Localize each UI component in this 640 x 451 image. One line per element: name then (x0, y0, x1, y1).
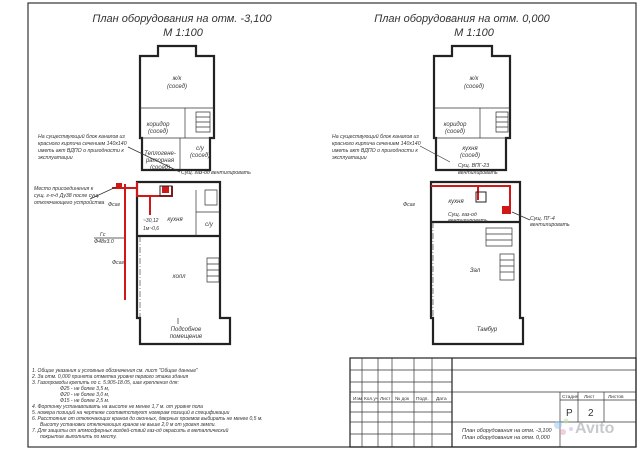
room-label: раторная (145, 158, 175, 164)
annotation-text: отключающего устройства (34, 200, 105, 206)
annotation-text: Сущ. ПГ-4 (530, 216, 555, 222)
stamp-header-cell: Подп. (416, 397, 429, 402)
stamp-header-cell: Изм (353, 397, 362, 402)
stamp-sheet-value: 2 (588, 408, 594, 419)
stairs (500, 254, 514, 280)
room-label: ж/к (172, 76, 182, 82)
stamp-header-cell: Кол.уч (364, 397, 379, 402)
stamp-header-cell: № док (395, 397, 410, 402)
note-line: 4. Фортонку устанавливать на высоте не менее 1,7 м. от уровня пола (32, 404, 203, 410)
stamp-sheet-label: Лист (584, 395, 595, 400)
dimension-label: 1м~0,6 (143, 226, 160, 232)
gas-meter (162, 186, 169, 193)
stair-box (205, 190, 217, 205)
stamp-stage-label: Стадия (562, 395, 579, 400)
annotation-text: Ф48х3.0 (94, 239, 114, 245)
watermark-text: Avito (575, 420, 615, 437)
annotation-text: сущ. г-п-д Ду38 после сущ. (34, 193, 100, 199)
annotation-text: Фсаг (403, 202, 416, 208)
room-label: Теплогене- (144, 151, 176, 157)
room-label: Зал (469, 268, 481, 274)
room-label: помещение (169, 334, 203, 340)
note-line: 2. За отм. 0,000 принята отметка уровня первого этажа здания (32, 374, 189, 380)
left-plan-scale: М 1:100 (163, 27, 203, 39)
annotation-text: иметь акт ВДПО о пригодности к (332, 148, 418, 154)
room-label: Тамбур (476, 327, 498, 333)
stamp-stage-value: Р (566, 408, 573, 419)
note-line: Ф15 - не более 2,5 м. (60, 398, 110, 404)
annotation-text: Сущ. газ-од (448, 212, 477, 218)
right-plan-title: План оборудования на отм. 0,000 (374, 13, 550, 25)
note-line: 6. Расстояние от отключающих кранов до оконных, дверных проемов выбирать не менее 0,5 м. (32, 416, 263, 422)
room-label: Подсобное (170, 327, 202, 333)
room-label: (сосед) (445, 129, 465, 135)
room-label: с/у (205, 222, 213, 228)
room-label: (сосед) (148, 129, 168, 135)
room-label: с/у (196, 146, 204, 152)
room-label: (сосед) (150, 165, 170, 171)
stairs (207, 258, 219, 282)
annotation-text: красного кирпича сечением 140х140 (332, 141, 421, 147)
room-label: кухня (448, 199, 464, 205)
avito-watermark (554, 419, 615, 438)
room-label: кухня (167, 217, 183, 223)
gas-meter (502, 206, 510, 214)
neighbour-stairs (496, 112, 508, 132)
annotation-text: Гс (100, 232, 106, 238)
note-line: покрытие выполнить по месту. (40, 434, 117, 440)
annotation-text: Фсаг (112, 260, 125, 266)
room-label: (сосед) (464, 84, 484, 90)
stamp-header-cell: Дата (436, 397, 447, 402)
note-line: Ф25 - не более 3,5 м, (60, 386, 110, 392)
stamp-sheets-label: Листов (608, 395, 624, 400)
stamp-description: План оборудования на отм. 0,000 (462, 435, 550, 441)
room-label: холл (172, 274, 186, 280)
room-label: кухня (462, 146, 478, 152)
note-line: 1. Общие указания и условные обозначения см. лист "Общие данные" (32, 368, 198, 374)
note-line: Ф20 - не более 3,0 м, (60, 392, 110, 398)
annotation-text: На существующий блок каналов из (38, 134, 125, 140)
room-label: (сосед) (190, 153, 210, 159)
annotation-text: Сущ. ВПГ-23 (458, 163, 490, 169)
right-plan (332, 13, 570, 344)
stamp-description: План оборудования на отм. -3,100 (462, 428, 552, 434)
annotation-text: эксплуатации (332, 155, 367, 161)
annotation-text: эксплуатации (38, 155, 73, 161)
room-label: коридор (146, 122, 170, 128)
annotation-text: иметь акт ВДПО о пригодности к (38, 148, 124, 154)
annotation-text: Фсаг (108, 202, 121, 208)
room-label: (сосед) (460, 153, 480, 159)
annotation-text: Место присоединения к (34, 186, 94, 192)
room-label: ж/к (469, 76, 479, 82)
room-label: коридор (443, 122, 467, 128)
shutoff-valve (116, 183, 122, 189)
neighbour-stairs (196, 112, 210, 132)
dimension-label: ~30,12 (143, 218, 159, 224)
room-label: (сосед) (167, 84, 187, 90)
gas-pipe (431, 186, 510, 214)
note-line: 7. Для защиты от атмосферных воздей-ствий газ-од окрасить в металлический (32, 428, 229, 434)
note-line: 3. Газопроводы крепить по с. 5.905-18.05, шаг крепления для: (32, 380, 179, 386)
annotation-text: вентилировать (458, 170, 498, 176)
annotation-text: На существующий блок каналов из (332, 134, 419, 140)
annotation-text: красного кирпича сечением 140х140 (38, 141, 127, 147)
left-plan-title: План оборудования на отм. -3,100 (92, 13, 272, 25)
annotation-text: Сущ. газ-од вентилировать (181, 170, 251, 176)
note-line: Высоту установки отключающих кранов не выше 2,0 м от уровня земли. (40, 422, 216, 428)
annotation-text: вентилировать (530, 222, 570, 228)
general-notes (31, 368, 263, 440)
left-plan (34, 13, 272, 344)
right-plan-scale: М 1:100 (454, 27, 494, 39)
annotation-text: вентилировать (448, 218, 488, 224)
stairs (486, 228, 512, 246)
stamp-header-cell: Лист (380, 397, 391, 402)
note-line: 5. номера позиций на чертеже соответствуют номерам позиций в спецификации (32, 410, 230, 416)
